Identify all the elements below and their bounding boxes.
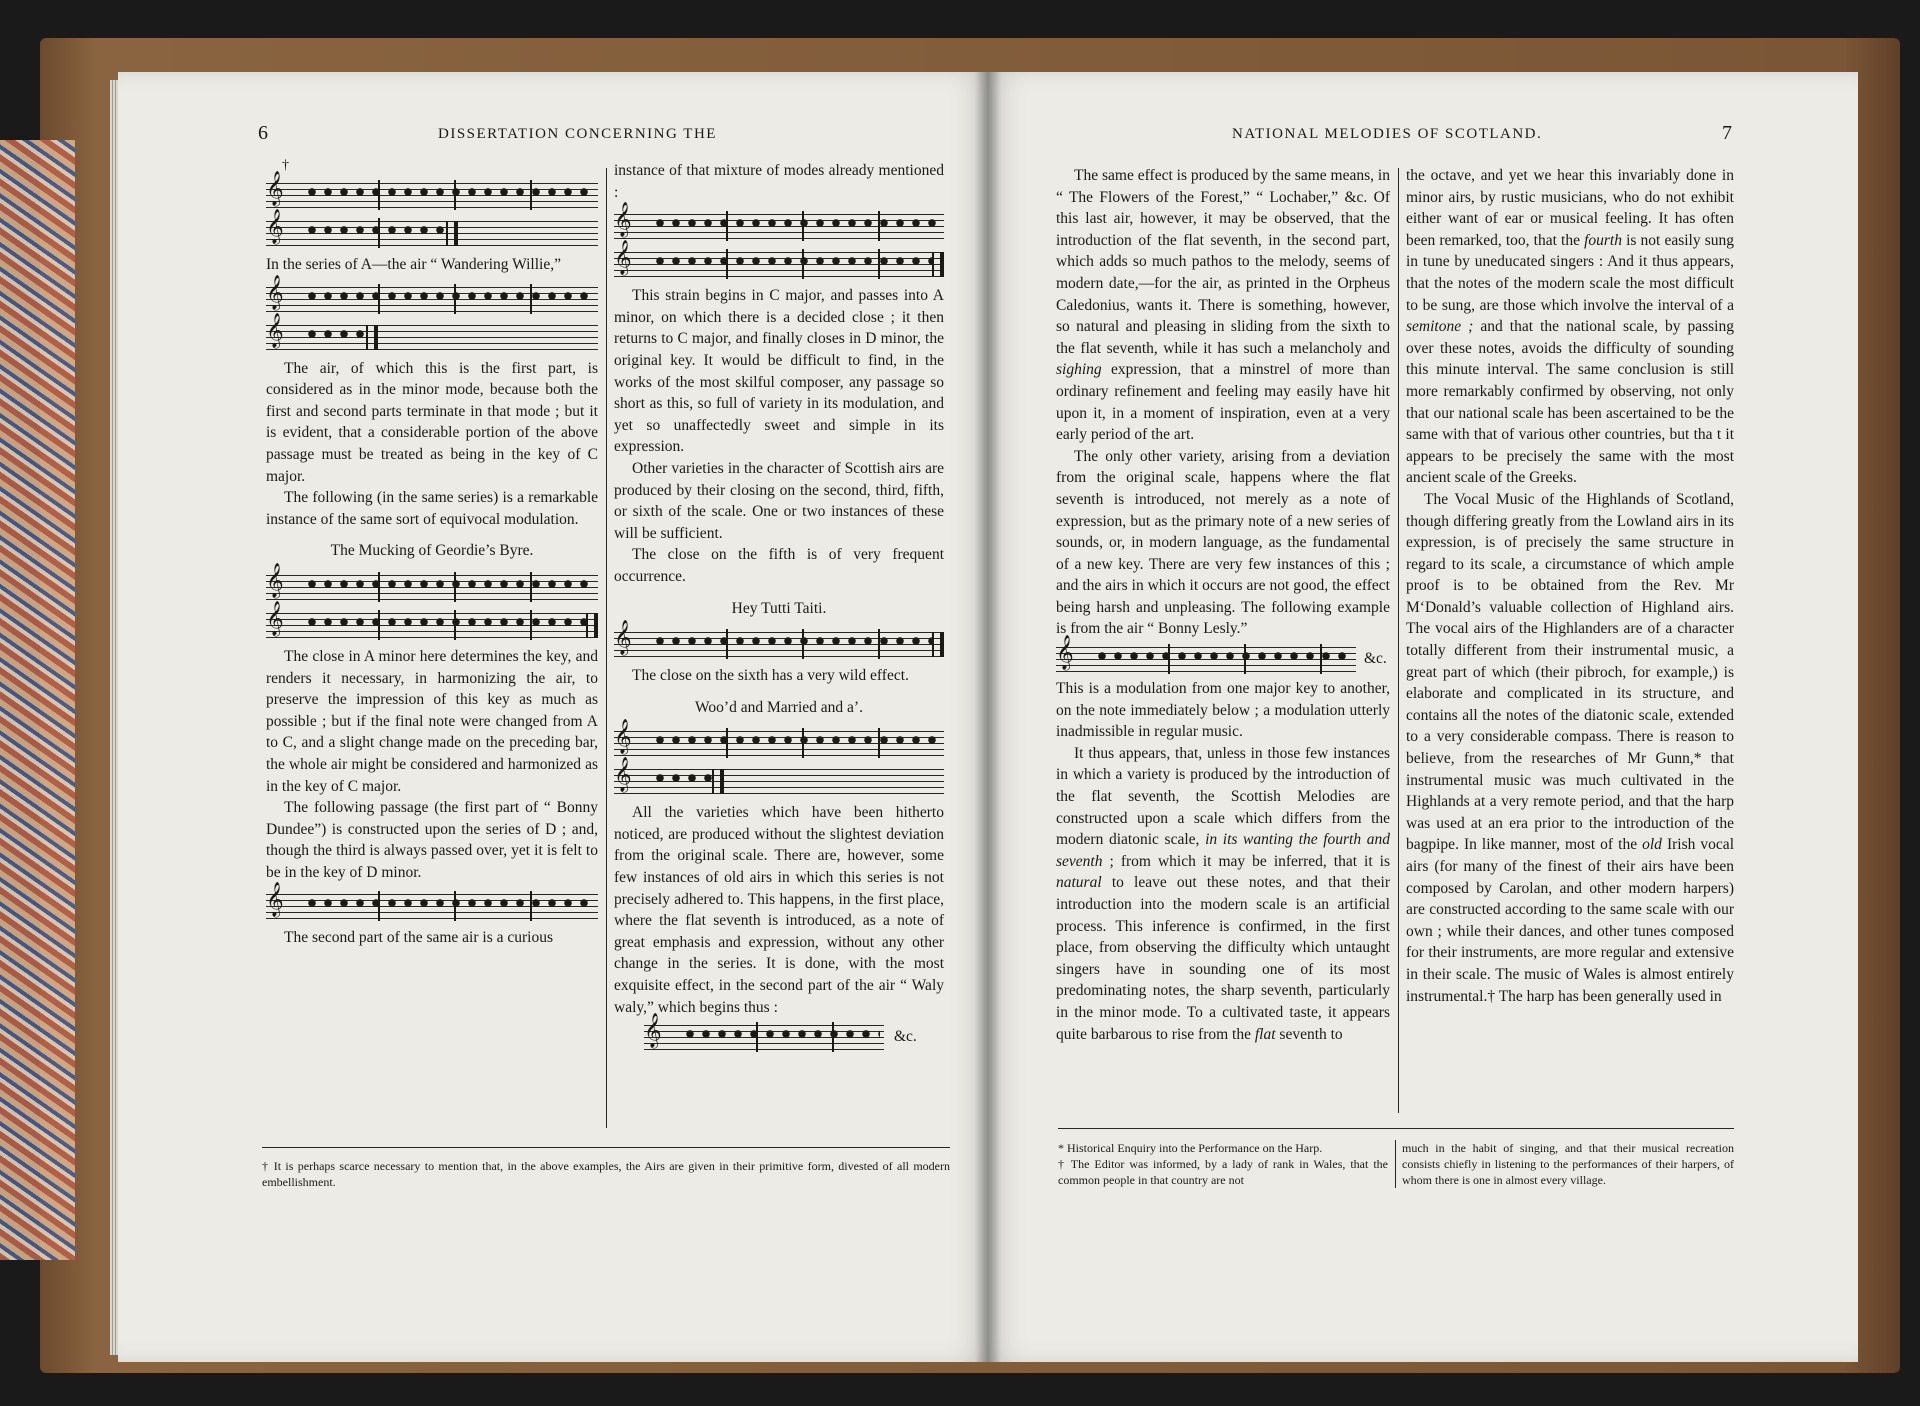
treble-clef-icon: 𝄞	[266, 563, 284, 597]
paragraph: The close on the sixth has a very wild effect.	[632, 667, 909, 685]
dagger-mark: †	[282, 158, 289, 173]
music-staff	[1056, 636, 1356, 674]
treble-clef-icon: 𝄞	[614, 758, 632, 792]
italic-run: semitone ;	[1406, 318, 1474, 336]
etc-mark: &c.	[894, 1028, 917, 1046]
music-staff	[266, 210, 598, 248]
treble-clef-icon: 𝄞	[614, 241, 632, 275]
paragraph: The second part of the same air is a curious	[284, 929, 554, 947]
paragraph: The following (in the same series) is a remarkable instance of the same sort of equivocal modulation.	[266, 489, 598, 528]
final-barline	[712, 769, 724, 794]
air-title: Woo’d and Married and a’.	[695, 698, 863, 716]
running-head-left: DISSERTATION CONCERNING THE	[438, 126, 717, 142]
paragraph	[1056, 743, 1390, 1045]
column-rule	[606, 168, 607, 1128]
paragraph	[1406, 489, 1734, 1007]
column-rule	[1398, 168, 1399, 1113]
paragraph: Other varieties in the character of Scottish airs are produced by their closing on the second, third, fifth, or sixth of the scale. One or two instances of these will be sufficient.	[614, 459, 944, 542]
music-staff	[614, 203, 944, 241]
footnote: * Historical Enquiry into the Performance on the Harp.	[1058, 1141, 1323, 1155]
text-run: is not easily sung in tune by uneducated singers : And it thus appears, that the notes of the modern scale the most difficult to be sung, are those which involve the interval of a	[1406, 231, 1734, 314]
paragraph: The air, of which this is the first part, is considered as in the minor mode, because both the first and second parts terminate in that mode ; but it is evident, that a considerable portion of the above passage must be treated as being in the key of C major.	[266, 359, 598, 485]
text-run: and that the national scale, by passing over these notes, avoids the difficulty of sounding this minute interval. The same conclusion is still more remarkably confirmed by observing, not only that our national scale has been ascertained to be the same with that of various other countries, but tha t it appears to be precisely the same with the most ancient scale of the Greeks.	[1406, 318, 1734, 487]
italic-run: old	[1642, 836, 1662, 854]
right-column-2	[1406, 165, 1734, 1007]
music-staff	[614, 621, 944, 659]
music-staff	[266, 275, 598, 314]
treble-clef-icon: 𝄞	[266, 210, 284, 243]
music-notes	[652, 249, 932, 279]
text-run: The Vocal Music of the Highlands of Scotland, though differing greatly from the Lowland airs in its expression, is of precisely the same structure in regard to its scale, a circumstance of which ample proof is to be obtained from the Rev. Mr M‘Donald’s valuable collection of Highland airs. The vocal airs of the Highlanders are of a character totally different from their instrumental music, a great part of which (their pibroch, for example,) is elaborate and complicated in its structure, and contains all the notes of the diatonic scale, extended to a very considerable compass. There is reason to believe, from the researches of Mr Gunn,* that instrumental music was much cultivated in the Highlands at a very remote period, and that the harp was used at an era prior to the introduction of the bagpipe. In like manner, most of the	[1406, 490, 1734, 854]
footnote: † The Editor was informed, by a lady of rank in Wales, that the common people in that country are not	[1058, 1157, 1388, 1187]
music-notes	[304, 322, 368, 352]
music-staff	[614, 720, 944, 758]
final-barline	[586, 613, 598, 638]
music-notes	[652, 766, 714, 796]
music-notes	[1094, 644, 1352, 674]
italic-run: sighing	[1056, 361, 1102, 379]
music-staff	[266, 563, 598, 602]
final-barline	[446, 221, 458, 246]
treble-clef-icon: 𝄞	[266, 172, 284, 205]
italic-run: in its wanting the fourth and seventh	[1056, 831, 1390, 870]
final-barline	[932, 632, 944, 657]
page-number-right: 7	[1722, 122, 1732, 144]
waly-waly-example	[644, 1014, 944, 1056]
paragraph: All the varieties which have been hitherto noticed, are produced without the slightest deviation from the original scale. There are, however, some few instances of old airs in which this series is not precisely adhered to. This happens, in the first place, where the flat seventh is introduced, as a note of great emphasis and expression, without any other change in the series. It is done, with the most exquisite effect, in the second part of the air “ Waly waly,” which begins thus :	[614, 804, 944, 1016]
footnote-right-1	[1058, 1140, 1388, 1188]
music-notes	[652, 629, 932, 659]
treble-clef-icon: 𝄞	[266, 313, 284, 347]
music-notes	[682, 1022, 880, 1052]
paragraph	[1406, 165, 1734, 489]
right-column-1	[1056, 165, 1390, 1045]
paragraph: This is a modulation from one major key to another, on the note immediately below ; a modulation utterly inadmissible in regular music.	[1056, 680, 1390, 741]
footnote-rule	[262, 1147, 950, 1148]
air-title: Hey Tutti Taiti.	[731, 599, 827, 617]
music-notes	[304, 284, 594, 314]
final-barline	[932, 252, 944, 277]
bonny-lesly-example	[1056, 636, 1390, 678]
text-run: to leave out these notes, and that their introduction into the modern scale is an artificial process. This inference is confirmed, in the first place, from observing the difficulty which untaught singers have in sounding one of its most predominating notes, the sharp seventh, particularly in the minor mode. To a cultivated taste, it appears quite barbarous to rise from the	[1056, 874, 1390, 1043]
music-staff	[266, 601, 598, 640]
text-run: seventh to	[1275, 1025, 1343, 1043]
air-title: The Mucking of Geordie’s Byre.	[330, 542, 534, 560]
text-run: It thus appears, that, unless in those few instances in which a variety is produced by the introduction of the flat seventh, the Scottish Melodies are constructed upon a scale which differs from the modern diatonic scale,	[1056, 744, 1390, 849]
treble-clef-icon: 𝄞	[266, 883, 284, 917]
paragraph	[1056, 165, 1390, 446]
treble-clef-icon: 𝄞	[1056, 636, 1074, 670]
paragraph: instance of that mixture of modes already mentioned :	[614, 162, 944, 201]
music-staff	[266, 172, 598, 210]
music-notes	[304, 572, 594, 602]
italic-run: natural	[1056, 874, 1102, 892]
running-head-right: NATIONAL MELODIES OF SCOTLAND.	[1232, 126, 1543, 142]
treble-clef-icon: 𝄞	[614, 621, 632, 655]
treble-clef-icon: 𝄞	[614, 203, 632, 237]
footnote-column-rule	[1395, 1140, 1396, 1188]
page-number-left: 6	[258, 122, 268, 144]
paragraph: The close in A minor here determines the key, and renders it necessary, in harmonizing the air, to preserve the impression of this key as much as possible ; but if the final note were changed from A to C, and a slight change made on the preceding bar, the whole air might be considered and harmonized as in the key of C major.	[266, 647, 598, 795]
italic-run: flat	[1254, 1025, 1276, 1043]
paragraph: The close on the fifth is of very frequent occurrence.	[614, 546, 944, 585]
left-column-1	[266, 160, 598, 949]
music-notes	[304, 218, 448, 248]
treble-clef-icon: 𝄞	[614, 720, 632, 754]
paragraph: The following passage (the first part of “ Bonny Dundee”) is constructed upon the series of D ; and, though the third is always passed over, yet it is felt to be in the key of D minor.	[266, 799, 598, 881]
paragraph: The only other variety, arising from a deviation from the original scale, happens where the flat seventh is introduced, not merely as a note of expression, but as the primary note of a new series of sounds, or, in modern language, as the fundamental of a new key. There are very few instances of this ; and the airs in which it occurs are not good, the effect being harsh and unpleasing. The following example is from the air “ Bonny Lesly.”	[1056, 447, 1390, 638]
footnote-right-2: much in the habit of singing, and that their musical recreation consists chiefly in listening to the performances of their harpers, of whom there is one in almost every village.	[1402, 1141, 1734, 1187]
music-staff	[614, 758, 944, 796]
text-run: expression, that a minstrel of more than ordinary refinement and feeling may easily have hit upon it, in a moment of inspiration, even at a very early period of the art.	[1056, 361, 1390, 444]
marbled-endpaper	[0, 140, 75, 1260]
music-staff	[614, 241, 944, 279]
final-barline	[366, 325, 378, 350]
treble-clef-icon: 𝄞	[644, 1014, 662, 1048]
music-notes	[304, 180, 594, 210]
music-notes	[652, 211, 940, 241]
music-notes	[652, 728, 940, 758]
left-column-2	[614, 160, 944, 1056]
music-staff	[266, 883, 598, 921]
paragraph: In the series of A—the air “ Wandering Willie,”	[266, 256, 561, 273]
footnote-rule	[1058, 1128, 1734, 1129]
book-gutter	[975, 72, 1001, 1362]
text-run: ; from which it may be inferred, that it is	[1102, 852, 1390, 870]
footnote-left: † It is perhaps scarce necessary to mention that, in the above examples, the Airs are given in their primitive form, divested of all modern embellishment.	[262, 1159, 950, 1189]
italic-run: fourth	[1584, 231, 1622, 249]
text-run: Irish vocal airs (for many of the finest of their airs have been composed by Carolan, and other modern harpers) are constructed according to the same scale with our own ; while their dances, and other tunes composed for their instruments, are more regular and extensive in their scale. The music of Wales is almost entirely instrumental.† The harp has been generally used in	[1406, 836, 1734, 1005]
music-staff	[644, 1014, 884, 1052]
paragraph: This strain begins in C major, and passes into A minor, on which there is a decided close ; it then returns to C major, and finally closes in D minor, the original key. It would be difficult to find, in the works of the most skilful composer, any passage so short as this, so full of variety in its modulation, and yet so unaffectedly sweet and simple in its expression.	[614, 287, 944, 456]
treble-clef-icon: 𝄞	[266, 275, 284, 309]
music-staff	[266, 313, 598, 352]
music-notes	[304, 891, 594, 921]
treble-clef-icon: 𝄞	[266, 601, 284, 635]
text-run: the octave, and yet we hear this invariably done in minor airs, by rustic musicians, who do not exhibit either want of ear or musical feeling. It has often been remarked, too, that the	[1406, 167, 1734, 249]
text-run: The same effect is produced by the same means, in “ The Flowers of the Forest,” “ Lochaber,” &c. Of this last air, however, it may be observed, that the introduction of the flat seventh, in the second part, which adds so much pathos to the melody, seems of modern date,—for the air, as printed in the Orpheus Caledonius, wants it. There is something, however, so natural and pleasing in sliding from the sixth to the flat seventh, while it has such a melancholy and	[1056, 167, 1390, 357]
etc-mark: &c.	[1364, 650, 1387, 668]
music-notes	[304, 610, 586, 640]
